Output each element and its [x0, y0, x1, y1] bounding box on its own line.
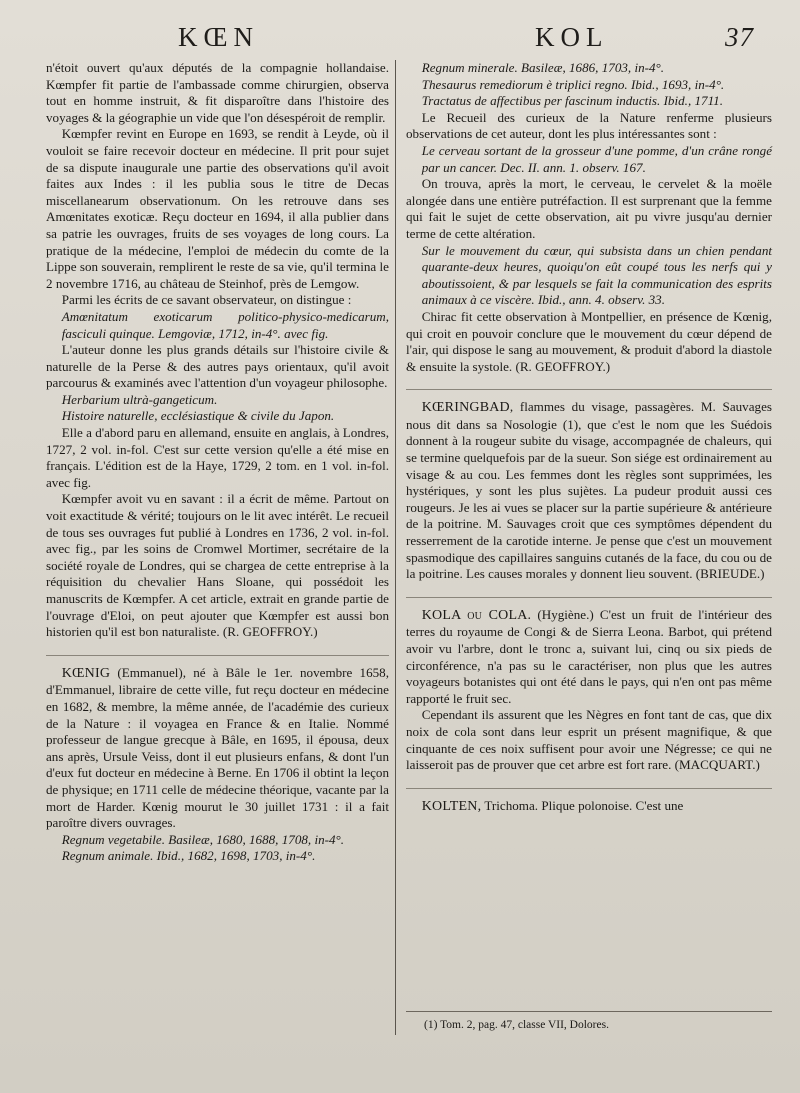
entry-text: (Emmanuel), né à Bâle le 1er. novembre 1658, d'Emmanuel, libraire de cette ville, fut reçu docteur en médecine en 1682, & membre, la même année, de l'académie des curieux de la Nature : il voyagea en France & en Italie. Nommé professeur de langue grecque à Bâle, en 1695, il épousa, deux ans après, Ursule Veiss, dont il eut plusieurs enfans, & dont l'un d'eux fut docteur en médecine à Berne. En 1706 il obtint la leçon de physique; en 1711 celle de médecine théorique, vacante par la mort de Harder. Kœnig mourut le 30 juillet 1731 : il a fait paroître divers ouvrages.	[46, 664, 389, 831]
running-header	[0, 22, 800, 56]
work-title: Histoire naturelle, ecclésiastique & civile du Japon.	[61, 408, 335, 424]
left-column	[46, 60, 389, 865]
paragraph: L'auteur donne les plus grands détails sur l'histoire civile & naturelle de la Perse & des autres pays orientaux, qu'il avoit parcourus & examinés avec l'attention d'un voyageur philosophe.	[46, 342, 389, 391]
paragraph: Kœmpfer revint en Europe en 1693, se rendit à Leyde, où il vouloit se faire recevoir docteur en médecine. Il prit pour sujet de sa dispute inaugurale une partie des observations qu'il avoit faites aux Indes : il les publia sous le titre de Decas miscellanearum observationum. On les retrouve dans ses Amœnitates exoticæ. Reçu docteur en 1694, il alla publier dans sa patrie les ouvrages, fruits de ses voyages de long cours. La pratique de la médecine, l'emploi de médecin du comte de la Lippe son souverain, remplirent le reste de sa vie, qu'il termina le 2 novembre 1716, au château de Steinhof, près de Lemgow.	[46, 126, 389, 291]
entry-text: (Hygiène.) C'est un fruit de l'intérieur des terres du royaume de Congi & de Sierra Leona. Barbot, qui prétend avoir vu l'arbre, dont le tronc a, suivant lui, cinq ou six pieds de circonférence, n'a pas su le caractériser, non plus que les autres voyageurs botanistes qui ont été dans le pays, qui n'en ont pas même rapporté le fruit sec.	[406, 606, 773, 706]
paragraph: Parmi les écrits de ce savant observateur, on distingue :	[61, 292, 352, 308]
entry-headword: KŒNIG	[61, 665, 111, 681]
work-title: Le cerveau sortant de la grosseur d'une pomme, d'un crâne rongé par un cancer. Dec. II. ann. 1. observ. 167.	[421, 142, 772, 175]
paragraph: Cependant ils assurent que les Nègres en font tant de cas, que dix noix de cola sont dans leur esprit un présent magnifique, & que cinquante de ces noix suffisent pour avoir une Négresse; ce qui ne laisseroit pas de prouver que cet arbre est fort rare. (MACQUART.)	[406, 707, 772, 773]
entry-text: , flammes du visage, passagères. M. Sauvages nous dit dans sa Nosologie (1), que c'est le nom que les Suédois donnent à la rougeur subite du visage, accompagnée de chaleurs, qui se termine quelquefois par de la sueur. Son siége est ordinairement au visage & au cou. Les femmes dont les règles sont supprimées, les hystériques, y sont les plus sujètes. La pudeur produit aussi ces rougeurs. Je les ai vues se placer sur la partie supérieure & antérieure de la poitrine. M. Sauvages croit que ces symptômes dépendent du resserrement de la carotide interne. Je pense que c'est un mouvement spasmodique des capillaires sanguins cutanés de la face, du cou ou de la poitrine. Les causes morales y donnent lieu souvent. (BRIEUDE.)	[406, 399, 772, 582]
work-title: Sur le mouvement du cœur, qui subsista dans un chien pendant quarante-deux heures, quoiqu'on eût coupé tous les nerfs qui y aboutissoient, & par lesquels se fait la communication des esprits animaux à ce viscère. Ibid., ann. 4. observ. 33.	[421, 242, 772, 308]
paragraph: Chirac fit cette observation à Montpellier, en présence de Kœnig, qui croit en pouvoir conclure que le mouvement du cœur dépend de l'air, qui dispose le sang au mouvement, & produit d'abord la diastole & ensuite la systole. (R. GEOFFROY.)	[406, 308, 772, 374]
paragraph: Kœmpfer avoit vu en savant : il a écrit de même. Partout on voit exactitude & vérité; toujours on le lit avec intérêt. Le recueil de tous ses ouvrages fut publié à Londres en 1736, 2 vol. in-fol. avec fig., par les soins de Cromwel Mortimer, secrétaire de la société royale de Londres, qui se chargea de cette entreprise à la réquisition du chevalier Hans Sloane, qui possédoit les manuscrits de Kœmpfer. A cet article, extrait en grande partie de l'ouvrage d'Eloi, on peut ajouter que Kœmpfer est aussi bon historien qu'il est bon naturaliste. (R. GEOFFROY.)	[46, 491, 389, 640]
work-title: Thesaurus remediorum è triplici regno. Ibid., 1693, in-4°.	[421, 76, 725, 92]
paragraph: Le Recueil des curieux de la Nature renferme plusieurs observations de cet auteur, dont les plus intéressantes sont :	[406, 109, 772, 142]
entry-separator	[406, 597, 772, 598]
paragraph: On trouva, après la mort, le cerveau, le cervelet & la moële alongée dans une entière putréfaction. Il est surprenant que la femme qui fait le sujet de cette observation, ait pu vivre jusqu'au dernier terme de cette altération.	[406, 176, 772, 241]
right-column	[406, 60, 772, 815]
work-title: Regnum animale. Ibid., 1682, 1698, 1703, in-4°.	[61, 848, 316, 864]
entry-separator	[46, 655, 389, 656]
dictionary-entry	[406, 399, 772, 583]
entry-headword: KOLTEN,	[421, 798, 482, 814]
column-divider	[395, 60, 396, 1035]
work-title: Regnum minerale. Basileæ, 1686, 1703, in-4°.	[421, 60, 665, 75]
entry-separator	[406, 389, 772, 390]
footnote-rule	[406, 1011, 772, 1012]
entry-headword: KŒRINGBAD	[421, 400, 510, 416]
dictionary-entry	[406, 607, 772, 708]
entry-headword: KOLA ou COLA.	[421, 607, 532, 623]
work-title: Herbarium ultrà-gangeticum.	[61, 391, 218, 407]
paragraph: Elle a d'abord paru en allemand, ensuite en anglais, à Londres, 1727, 2 vol. in-fol. C'est sur cette version qu'elle a été mise en français. L'édition est de la Haye, 1729, 2 tom. en 1 vol. in-fol. avec fig.	[46, 425, 389, 490]
page-number: 37	[725, 22, 754, 52]
entry-text: Trichoma. Plique polonoise. C'est une	[481, 797, 684, 813]
header-center-word: KOL	[535, 22, 609, 52]
paragraph: n'étoit ouvert qu'aux députés de la compagnie hollandaise. Kœmpfer fit partie de l'ambassade comme chirurgien, observa tout en homme instruit, & fit disparoître dans l'histoire des voyages & la géographie un vide que l'on désespéroit de remplir.	[46, 60, 389, 125]
header-left-word: KŒN	[178, 22, 260, 52]
dictionary-entry	[406, 798, 772, 816]
work-title: Tractatus de affectibus per fascinum inductis. Ibid., 1711.	[421, 93, 723, 109]
work-title: Regnum vegetabile. Basileæ, 1680, 1688, 1708, in-4°.	[61, 831, 345, 847]
footnote: (1) Tom. 2, pag. 47, classe VII, Dolores.	[424, 1019, 609, 1031]
dictionary-entry	[46, 665, 389, 832]
work-title: Amœnitatum exoticarum politico-physico-medicarum, fasciculi quinque. Lemgoviæ, 1712, in-4°. avec fig.	[61, 308, 389, 341]
entry-separator	[406, 788, 772, 789]
